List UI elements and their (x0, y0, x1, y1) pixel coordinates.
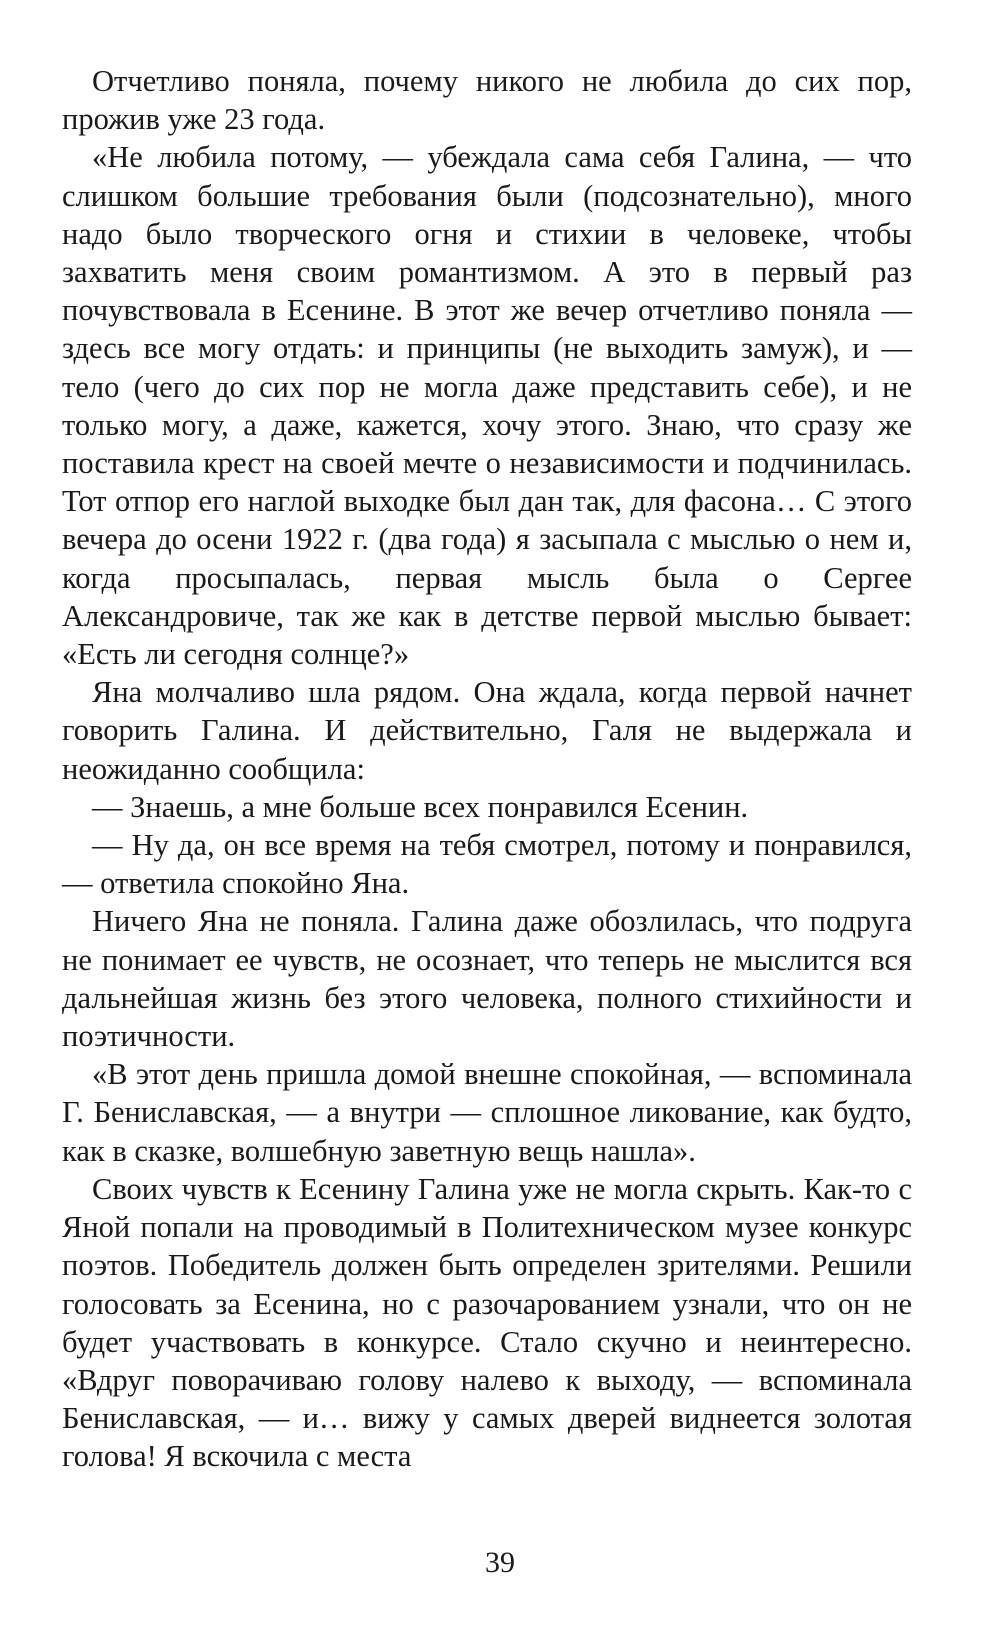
paragraph-4: — Знаешь, а мне больше всех понравился Есенин. (92, 789, 749, 824)
paragraph-5: — Ну да, он все время на тебя смотрел, потому и понравился, — ответила спокойно Яна. (62, 828, 912, 901)
paragraph-1: Отчетливо поняла, почему никого не любила до сих пор, прожив уже 23 года. (62, 64, 912, 137)
paragraph-8: Своих чувств к Есенину Галина уже не могла скрыть. Как-то с Яной попали на проводимый в Политехническом музее конкурс поэтов. Победитель должен быть определен зрителями. Решили голосовать за Есенина, но с разочарованием узнали, что он не будет участвовать в конкурсе. Стало скучно и неинтересно. «Вдруг поворачиваю голову налево к выходу, — вспоминала Бениславская, — и… вижу у самых дверей виднеется золотая голова! Я вскочила с места (62, 1171, 912, 1474)
paragraph-3: Яна молчаливо шла рядом. Она ждала, когда первой начнет говорить Галина. И действительно, Галя не выдержала и неожиданно сообщила: (62, 675, 912, 786)
paragraph-6: Ничего Яна не поняла. Галина даже обозлилась, что подруга не понимает ее чувств, не осознает, что теперь не мыслится вся дальнейшая жизнь без этого человека, полного стихийности и поэтичности. (62, 904, 912, 1054)
page-number: 39 (485, 1546, 515, 1579)
text-body (62, 62, 912, 1476)
paragraph-2: «Не любила потому, — убеждала сама себя Галина, — что слишком большие требования были (подсознательно), много надо было творческого огня и стихии в человеке, чтобы захватить меня своим романтизмом. А это в первый раз почувствовала в Есенине. В этот же вечер отчетливо поняла — здесь все могу отдать: и принципы (не выходить замуж), и — тело (чего до сих пор не могла даже представить себе), и не только могу, а даже, кажется, хочу этого. Знаю, что сразу же поставила крест на своей мечте о независимости и подчинилась. Тот отпор его наглой выходке был дан так, для фасона… С этого вечера до осени 1922 г. (два года) я засыпала с мыслью о нем и, когда просыпалась, первая мысль была о Сергее Александровиче, так же как в детстве первой мыслью бывает: «Есть ли сегодня солнце?» (62, 140, 912, 672)
paragraph-7: «В этот день пришла домой внешне спокойная, — вспоминала Г. Бениславская, — а внутри — сплошное ликование, как будто, как в сказке, волшебную заветную вещь нашла». (62, 1057, 912, 1168)
